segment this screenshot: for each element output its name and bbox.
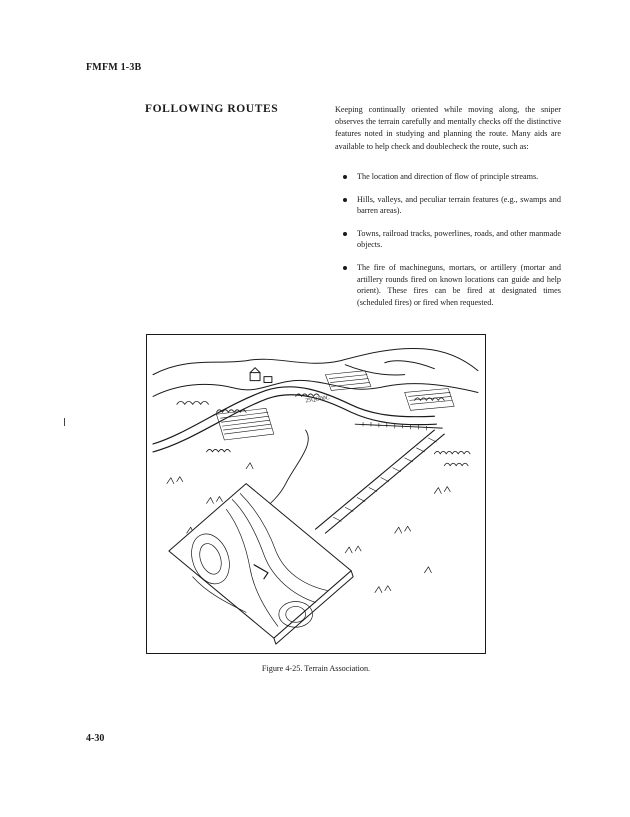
intro-paragraph: Keeping continually oriented while moving along, the sniper observes the terrain carefully and mentally checks off the distinctive features noted in studying and planning the route. Many aids are available to help check and doublecheck the route, such as: bbox=[335, 105, 561, 151]
page-header-code: FMFM 1-3B bbox=[86, 62, 142, 73]
topographic-map bbox=[169, 484, 353, 644]
field bbox=[405, 388, 455, 410]
distant-hills bbox=[153, 348, 478, 374]
terrain-association-figure bbox=[146, 334, 486, 654]
list-item bbox=[357, 262, 561, 308]
trail bbox=[316, 430, 435, 529]
list-item-text: Towns, railroad tracks, powerlines, roads, and other manmade objects. bbox=[357, 228, 561, 250]
list-item bbox=[357, 171, 561, 183]
bullet-icon bbox=[343, 266, 347, 270]
road bbox=[153, 387, 434, 444]
bullet-icon bbox=[343, 198, 347, 202]
building bbox=[250, 373, 260, 381]
bullet-icon bbox=[343, 175, 347, 179]
aid-list bbox=[357, 171, 561, 319]
list-item-text: The fire of machineguns, mortars, or artillery (mortar and artillery rounds fired on known locations can guide and help orient). These fires can be fired at designated times (scheduled fires) or fired when requested. bbox=[357, 262, 561, 307]
list-item-text: The location and direction of flow of principle streams. bbox=[357, 172, 539, 181]
road-label: 25QO00C bbox=[305, 395, 331, 405]
bullet-icon bbox=[343, 232, 347, 236]
margin-mark bbox=[64, 418, 65, 426]
page-number: 4-30 bbox=[86, 733, 105, 744]
list-item-text: Hills, valleys, and peculiar terrain features (e.g., swamps and barren areas). bbox=[357, 194, 561, 216]
list-item bbox=[357, 194, 561, 217]
section-heading: FOLLOWING ROUTES bbox=[145, 103, 279, 115]
figure-caption: Figure 4-25. Terrain Association. bbox=[261, 664, 371, 673]
building bbox=[264, 377, 272, 383]
field bbox=[216, 408, 273, 440]
terrain-illustration bbox=[147, 335, 484, 652]
list-item bbox=[357, 228, 561, 251]
